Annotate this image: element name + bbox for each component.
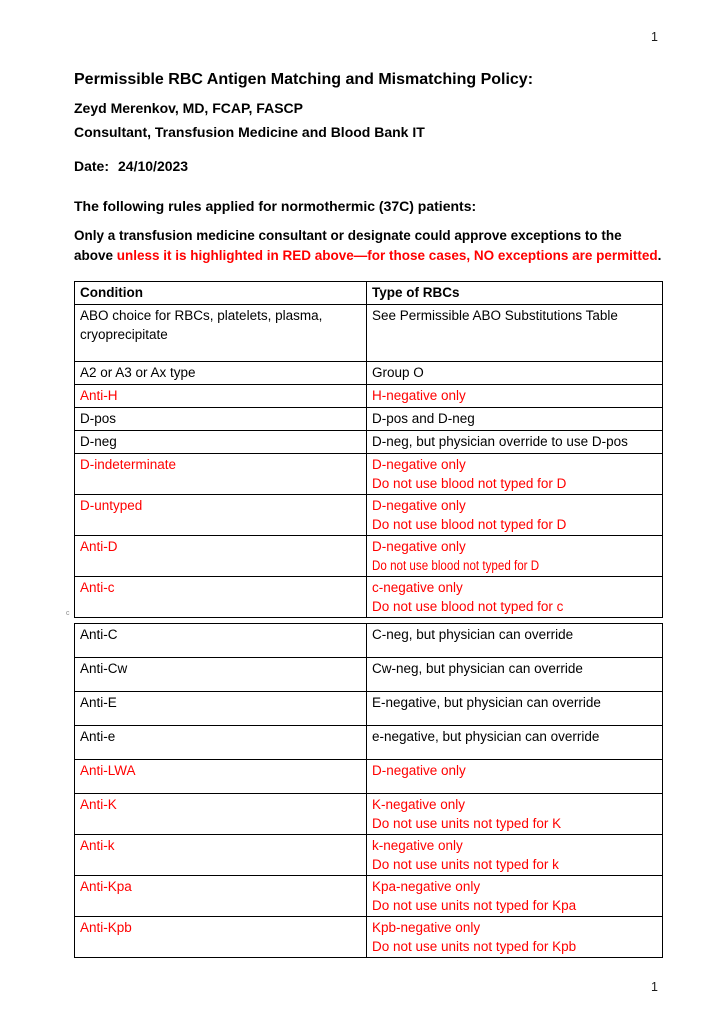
table-header-row: [75, 282, 663, 305]
rbc-type-line: Do not use units not typed for Kpb: [372, 939, 577, 954]
page-number-bottom: 1: [651, 980, 658, 994]
exceptions-paragraph: [74, 226, 662, 266]
condition-cell: Anti-E: [75, 692, 367, 726]
rbc-type-line: C-neg, but physician can override: [372, 627, 574, 642]
condition-cell: D-indeterminate: [75, 454, 367, 495]
rbc-type-line: E-negative, but physician can override: [372, 695, 601, 710]
table-row: [75, 305, 663, 362]
condition-cell: D-untyped: [75, 495, 367, 536]
rbc-type-line: D-negative only: [372, 539, 466, 554]
rbc-type-cell: [367, 495, 663, 536]
condition-cell: Anti-C: [75, 624, 367, 658]
table-row: [75, 624, 663, 658]
rbc-type-cell: [367, 385, 663, 408]
rbc-policy-table-lower: [74, 623, 663, 958]
table-row: [75, 692, 663, 726]
rbc-type-line: Do not use units not typed for Kpa: [372, 898, 577, 913]
rbc-type-line: D-negative only: [372, 763, 466, 778]
rbc-type-cell: [367, 917, 663, 958]
condition-cell: D-neg: [75, 431, 367, 454]
exceptions-red-run: unless it is highlighted in RED above—for those cases, NO exceptions are permitted: [116, 248, 658, 263]
role-line: Consultant, Transfusion Medicine and Blood Bank IT: [74, 124, 425, 140]
condition-cell: ABO choice for RBCs, platelets, plasma, cryoprecipitate: [75, 305, 367, 362]
rbc-type-line: Group O: [372, 365, 424, 380]
table-row: [75, 408, 663, 431]
condition-cell: Anti-H: [75, 385, 367, 408]
condition-cell: Anti-K: [75, 794, 367, 835]
rbc-policy-table-upper: [74, 281, 663, 618]
rbc-type-line: c-negative only: [372, 580, 463, 595]
date-line: [74, 158, 664, 174]
rbc-type-cell: [367, 305, 663, 362]
condition-cell: Anti-LWA: [75, 760, 367, 794]
condition-cell: D-pos: [75, 408, 367, 431]
rbc-type-line: Do not use blood not typed for c: [372, 599, 564, 614]
rbc-type-line: Do not use blood not typed for D: [372, 476, 567, 491]
condition-cell: Anti-k: [75, 835, 367, 876]
table-row: [75, 577, 663, 618]
between-tables-mark: c: [66, 610, 70, 617]
rules-heading: The following rules applied for normothermic (37C) patients:: [74, 198, 477, 214]
table-row: [75, 495, 663, 536]
rbc-type-cell: [367, 876, 663, 917]
condition-cell: Anti-e: [75, 726, 367, 760]
rbc-type-line: See Permissible ABO Substitutions Table: [372, 308, 618, 323]
rbc-type-cell: [367, 726, 663, 760]
table-row: [75, 835, 663, 876]
rbc-type-line: Do not use blood not typed for D: [372, 558, 540, 573]
table-row: [75, 658, 663, 692]
rbc-type-line: Do not use units not typed for k: [372, 857, 559, 872]
rbc-type-line: k-negative only: [372, 838, 463, 853]
rbc-type-line: H-negative only: [372, 388, 466, 403]
table-row: [75, 726, 663, 760]
column-header-type: Type of RBCs: [367, 282, 663, 305]
rbc-type-cell: [367, 431, 663, 454]
rbc-type-cell: [367, 835, 663, 876]
document-title: Permissible RBC Antigen Matching and Mismatching Policy:: [74, 71, 534, 88]
table-row: [75, 536, 663, 577]
rbc-type-cell: [367, 794, 663, 835]
rbc-type-cell: [367, 658, 663, 692]
exceptions-period: .: [657, 248, 662, 263]
rbc-type-line: D-negative only: [372, 457, 466, 472]
page-number-top: 1: [651, 30, 658, 44]
rbc-type-line: Do not use blood not typed for D: [372, 517, 567, 532]
table-row: [75, 362, 663, 385]
rbc-type-cell: [367, 760, 663, 794]
column-header-condition: Condition: [75, 282, 367, 305]
table-row: [75, 794, 663, 835]
rbc-type-line: D-negative only: [372, 498, 466, 513]
date-value: 24/10/2023: [118, 158, 189, 174]
table-row: [75, 917, 663, 958]
rbc-type-line: Kpa-negative only: [372, 879, 481, 894]
condition-cell: Anti-Cw: [75, 658, 367, 692]
author-line: Zeyd Merenkov, MD, FCAP, FASCP: [74, 100, 303, 116]
condition-cell: Anti-D: [75, 536, 367, 577]
rbc-type-line: K-negative only: [372, 797, 466, 812]
rbc-type-cell: [367, 362, 663, 385]
rbc-type-cell: [367, 408, 663, 431]
condition-cell: Anti-Kpb: [75, 917, 367, 958]
rbc-type-line: D-pos and D-neg: [372, 411, 475, 426]
rbc-type-cell: [367, 624, 663, 658]
rbc-type-line: Cw-neg, but physician can override: [372, 661, 583, 676]
rbc-type-cell: [367, 692, 663, 726]
exceptions-black-run: Only a transfusion medicine consultant or designate could approve exceptions to the above: [74, 228, 622, 263]
table-row: [75, 385, 663, 408]
date-label: Date:: [74, 158, 110, 174]
table-row: [75, 876, 663, 917]
rbc-type-cell: [367, 536, 663, 577]
table-row: [75, 760, 663, 794]
document-content: [66, 70, 664, 958]
table-row: [75, 454, 663, 495]
condition-cell: A2 or A3 or Ax type: [75, 362, 367, 385]
rbc-type-line: e-negative, but physician can override: [372, 729, 600, 744]
condition-cell: Anti-c: [75, 577, 367, 618]
table-row: [75, 431, 663, 454]
rbc-type-cell: [367, 577, 663, 618]
rbc-type-line: Do not use units not typed for K: [372, 816, 562, 831]
rbc-type-line: D-neg, but physician override to use D-pos: [372, 434, 628, 449]
condition-cell: Anti-Kpa: [75, 876, 367, 917]
rbc-type-cell: [367, 454, 663, 495]
rbc-type-line: Kpb-negative only: [372, 920, 481, 935]
